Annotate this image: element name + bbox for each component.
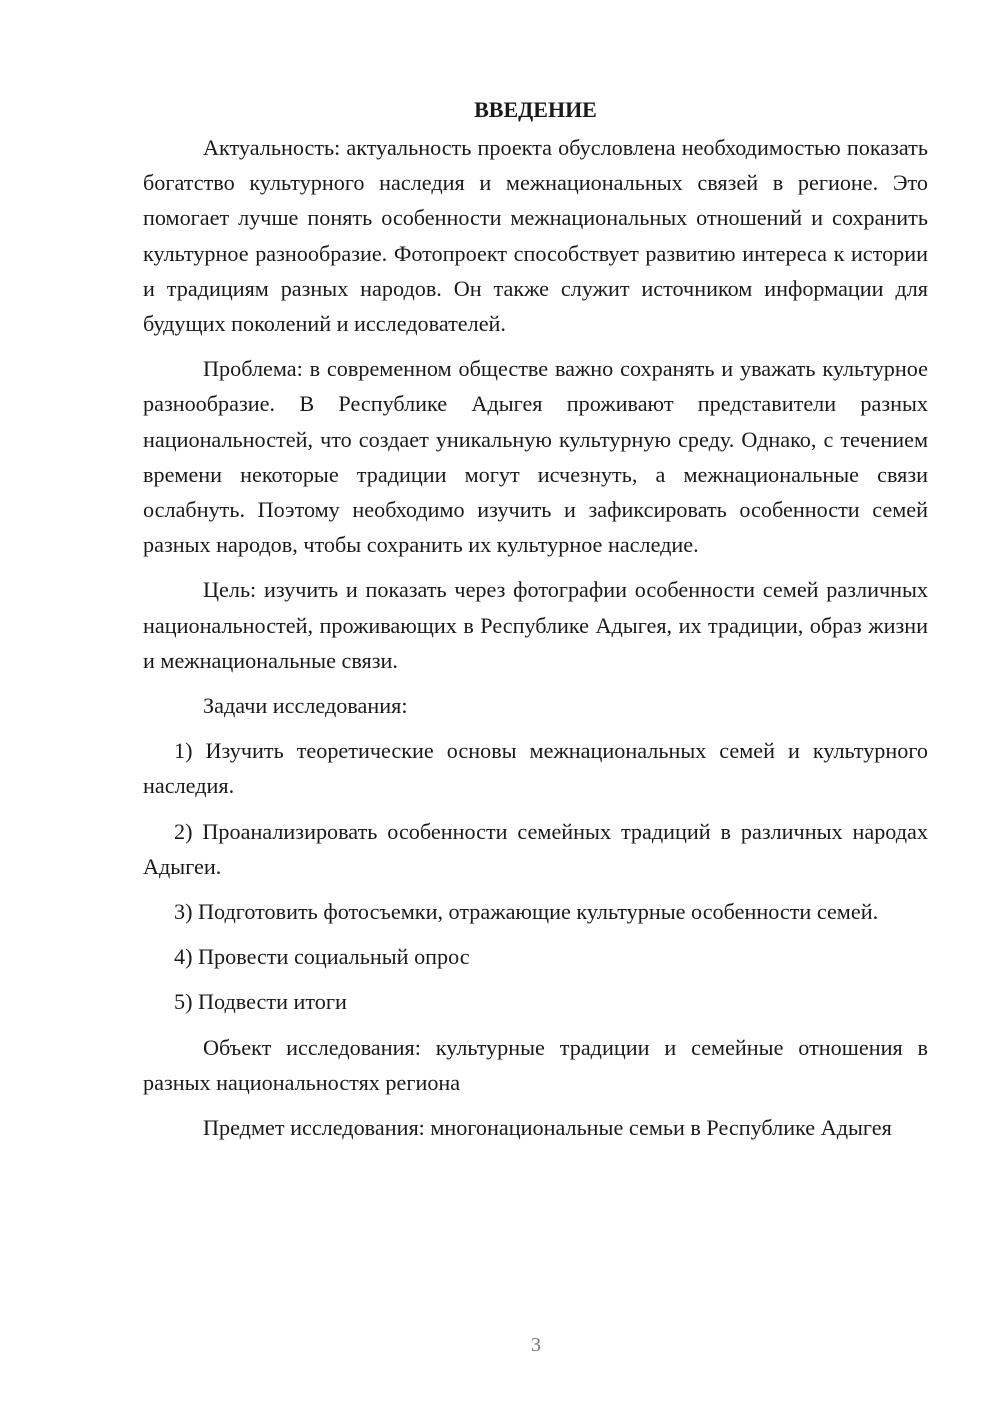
page-title: ВВЕДЕНИЕ [474,97,597,122]
task-item-2: 2) Проанализировать особенности семейных традиций в различных народах Адыгеи. [143,818,928,879]
task-item-3: 3) Подготовить фотосъемки, отражающие культурные особенности семей. [174,899,879,925]
task-item-5: 5) Подвести итоги [174,989,347,1015]
subject-paragraph: Предмет исследования: многонациональные семьи в Республике Адыгея [203,1115,892,1141]
tasks-heading: Задачи исследования: [203,693,408,719]
goal-paragraph: Цель: изучить и показать через фотографии особенности семей различных национальностей, проживающих в Республике Адыгея, их традиции, образ жизни и межнациональные связи. [143,577,928,673]
problem-paragraph: Проблема: в современном обществе важно сохранять и уважать культурное разнообразие. В Республике Адыгея проживают представители разных национальностей, что создает уникальную культурную среду. Однако, с течением времени некоторые традиции могут исчезнуть, а межнациональные связи ослабнуть. Поэтому необходимо изучить и зафиксировать особенности семей разных народов, чтобы сохранить их культурное наследие. [143,356,928,558]
object-paragraph: Объект исследования: культурные традиции и семейные отношения в разных национальностях региона [143,1034,928,1095]
document-page [143,92,928,1155]
task-item-1: 1) Изучить теоретические основы межнациональных семей и культурного наследия. [143,738,928,799]
page-number: 3 [531,1334,541,1356]
task-item-4: 4) Провести социальный опрос [174,944,470,970]
relevance-paragraph: Актуальность: актуальность проекта обусловлена необходимостью показать богатство культурного наследия и межнациональных связей в регионе. Это помогает лучше понять особенности межнациональных отношений и сохранить культурное разнообразие. Фотопроект способствует развитию интереса к истории и традициям разных народов. Он также служит источником информации для будущих поколений и исследователей. [143,135,928,337]
